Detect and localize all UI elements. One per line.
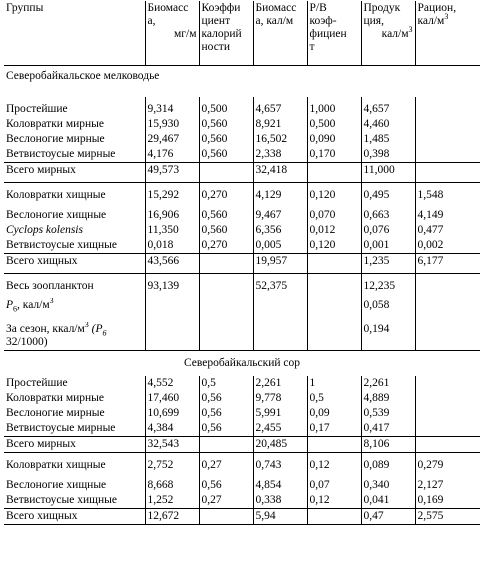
section-row [4,351,480,377]
row-label: Ветвистоусые хищные [6,239,117,251]
table-cell: 0,194 [361,322,415,351]
row-label: Ветвистоусые мирные [6,148,116,160]
table-cell [199,437,253,453]
table-row [4,117,480,132]
table-cell: 1 [307,376,361,391]
header-pb: Р/В коэф- фициен т [307,1,361,66]
header-coefficient: Коэффи циент калорий ности [199,1,253,66]
table-cell [199,254,253,274]
table-cell: 8,668 [145,473,199,493]
table-row [4,322,480,351]
row-label: Весь зоопланктон [6,280,94,292]
table-cell [415,437,480,453]
table-cell: 0,500 [199,97,253,117]
table-cell: 0,09 [307,406,361,421]
header-biomass-mg: Биомасс а, мг/м [145,1,199,66]
table-cell [199,298,253,322]
table-cell: 15,292 [145,183,199,204]
table-row [4,147,480,163]
header-production: Продук ция, кал/$м^3$ [361,1,415,66]
table-cell: 0,279 [415,453,480,474]
table-cell: 2,261 [253,376,307,391]
table-cell: 0,005 [253,238,307,254]
table-cell: 11,350 [145,223,199,238]
table-cell: 0,560 [199,203,253,223]
table-cell: 19,957 [253,254,307,274]
table-cell: 5,94 [253,509,307,525]
table-cell [415,298,480,322]
table-cell [307,163,361,183]
table-cell: 0,090 [307,132,361,147]
table-cell: 0,340 [361,473,415,493]
row-label: Простейшие [6,103,68,115]
table-cell: 0,560 [199,147,253,163]
table-cell: 8,106 [361,437,415,453]
row-label: Всего хищных [4,509,145,525]
table-cell [415,117,480,132]
header-biomass-cal: Биомасс а, кал/м [253,1,307,66]
table-cell: 0,398 [361,147,415,163]
table-cell: 32,418 [253,163,307,183]
row-label: Простейшие [6,377,68,389]
table-cell: 1,548 [415,183,480,204]
row-label: Всего мирных [4,437,145,453]
table-cell: 0,27 [199,453,253,474]
table-cell: 0,47 [361,509,415,525]
table-cell: 93,139 [145,274,199,299]
table-cell: 0,07 [307,473,361,493]
table-cell: 49,573 [145,163,199,183]
table-cell: 4,854 [253,473,307,493]
table-cell: 4,384 [145,421,199,437]
block-sor [4,376,480,525]
table-cell: 1,235 [361,254,415,274]
table-cell [415,376,480,391]
table-cell [199,322,253,351]
table-cell [415,421,480,437]
table-cell: 0,560 [199,117,253,132]
table-cell: 1,485 [361,132,415,147]
table-row [4,132,480,147]
table-cell: 12,672 [145,509,199,525]
table-cell: 4,889 [361,391,415,406]
row-label: Коловратки хищные [6,189,106,201]
table-row [4,163,480,183]
table-cell: 0,001 [361,238,415,254]
table-cell [307,274,361,299]
table-cell [145,322,199,351]
table-cell: 0,417 [361,421,415,437]
table-cell: 16,502 [253,132,307,147]
header-ration: Рацион, кал/$м^3$ [415,1,480,66]
table-cell: 0,041 [361,493,415,509]
table-row [4,254,480,274]
table-cell: 2,752 [145,453,199,474]
table-cell: 1,000 [307,97,361,117]
row-label: Коловратки мирные [6,392,104,404]
table-cell [307,322,361,351]
table-cell: 0,477 [415,223,480,238]
row-label: Всего мирных [4,163,145,183]
table-row [4,473,480,493]
table-row [4,437,480,453]
table-cell: 2,338 [253,147,307,163]
table-cell: 4,657 [361,97,415,117]
table-cell: 4,129 [253,183,307,204]
table-cell: 0,500 [307,117,361,132]
table-row [4,391,480,406]
table-cell: 20,485 [253,437,307,453]
table-cell: 43,566 [145,254,199,274]
row-label: Веслоногие хищные [6,479,107,491]
table-cell: 0,12 [307,493,361,509]
table-cell [415,406,480,421]
table-cell: 17,460 [145,391,199,406]
row-label: Веслоногие мирные [6,407,105,419]
table-cell: 4,552 [145,376,199,391]
table-cell [145,298,199,322]
table-cell [307,509,361,525]
table-cell [415,97,480,117]
header-row [4,1,480,66]
table-row [4,183,480,204]
header-groups: Группы [4,1,145,66]
table-row [4,453,480,474]
table-cell [199,509,253,525]
table-cell: 0,17 [307,421,361,437]
table-cell: 0,663 [361,203,415,223]
table-cell: 0,120 [307,238,361,254]
row-label: Cyclops kolensis [6,224,83,236]
table-cell: 6,356 [253,223,307,238]
row-label: Коловратки мирные [6,118,104,130]
table-cell: 1,252 [145,493,199,509]
table-cell: 9,314 [145,97,199,117]
table-cell: 0,058 [361,298,415,322]
table-cell: 0,539 [361,406,415,421]
table-cell: 0,56 [199,391,253,406]
table-cell: 0,338 [253,493,307,509]
table-cell: 0,170 [307,147,361,163]
table-cell: 9,467 [253,203,307,223]
table-cell [415,391,480,406]
table-cell: 0,560 [199,223,253,238]
table-cell: 0,018 [145,238,199,254]
table-cell [415,322,480,351]
row-label: $Р_6$, кал/$м^3$ [6,298,54,314]
table-cell: 0,5 [307,391,361,406]
section-row [4,66,480,98]
table-row [4,97,480,117]
table-row [4,493,480,509]
table-row [4,238,480,254]
table-cell: 0,56 [199,421,253,437]
table-cell: 0,076 [361,223,415,238]
table-cell: 4,149 [415,203,480,223]
table-cell: 0,270 [199,238,253,254]
table-cell: 0,089 [361,453,415,474]
table-cell: 0,5 [199,376,253,391]
table-cell: 0,012 [307,223,361,238]
table-cell [415,274,480,299]
table-cell [253,298,307,322]
table-cell: 0,495 [361,183,415,204]
table-cell: 0,120 [307,183,361,204]
table-cell: 0,27 [199,493,253,509]
row-label: Веслоногие мирные [6,133,105,145]
table-cell [307,437,361,453]
table-cell: 0,743 [253,453,307,474]
block-shallows [4,97,480,351]
table-cell: 2,455 [253,421,307,437]
section-title: Северобайкальское мелководье [6,70,160,82]
row-label: Веслоногие хищные [6,209,107,221]
table-row [4,223,480,238]
table-row [4,203,480,223]
table-cell: 0,12 [307,453,361,474]
table-cell [415,147,480,163]
table-row [4,376,480,391]
table-cell: 15,930 [145,117,199,132]
table-cell: 0,56 [199,473,253,493]
table-cell: 8,921 [253,117,307,132]
table-cell [199,163,253,183]
table-row [4,509,480,525]
table-row [4,274,480,299]
table-cell: 11,000 [361,163,415,183]
table-cell: 4,460 [361,117,415,132]
table-cell: 0,560 [199,132,253,147]
table-cell [307,254,361,274]
table-cell: 0,070 [307,203,361,223]
table-cell [199,274,253,299]
table-cell: 0,56 [199,406,253,421]
row-label: За сезон, ккал/$м^3$ ($Р_6$ 32/1000) [4,322,145,351]
table-cell: 29,467 [145,132,199,147]
table-cell [415,163,480,183]
table-cell: 5,991 [253,406,307,421]
table-cell: 0,270 [199,183,253,204]
row-label: Ветвистоусые мирные [4,421,145,437]
table-cell: 12,235 [361,274,415,299]
table-cell: 2,127 [415,473,480,493]
table-row [4,298,480,322]
row-label: Всего хищных [4,254,145,274]
table-row [4,421,480,437]
table-cell: 0,002 [415,238,480,254]
row-label: Ветвистоусые хищные [6,494,117,506]
section-title: Северобайкальский сор [183,357,301,369]
table-cell: 9,778 [253,391,307,406]
table-cell: 4,176 [145,147,199,163]
zooplankton-table [4,1,480,525]
row-label: Коловратки хищные [6,459,106,471]
table-row [4,406,480,421]
table-cell: 0,169 [415,493,480,509]
table-cell [415,132,480,147]
table-cell [307,298,361,322]
table-cell: 10,699 [145,406,199,421]
table-cell: 2,261 [361,376,415,391]
table-cell: 4,657 [253,97,307,117]
table-cell [253,322,307,351]
table-cell: 52,375 [253,274,307,299]
table-cell: 16,906 [145,203,199,223]
table-cell: 2,575 [415,509,480,525]
table-cell: 32,543 [145,437,199,453]
table-cell: 6,177 [415,254,480,274]
